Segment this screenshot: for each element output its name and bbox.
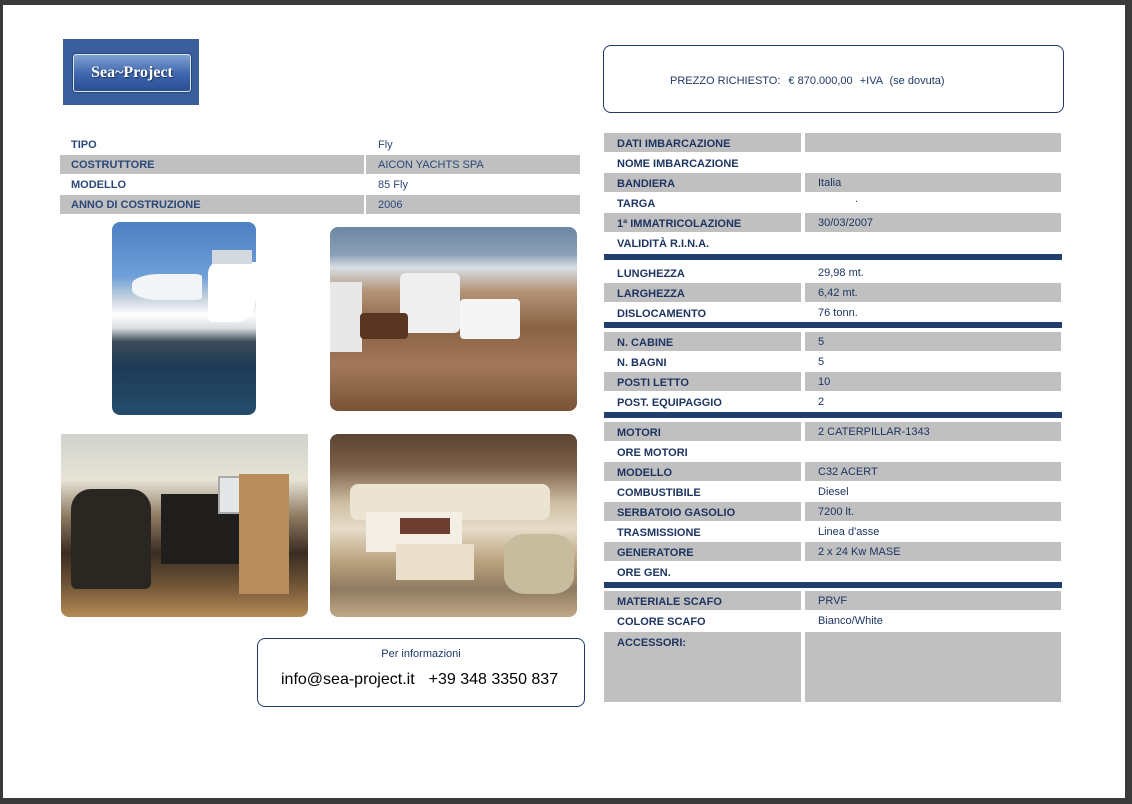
- section-divider: [604, 412, 1062, 418]
- contact-phone[interactable]: +39 348 3350 837: [428, 671, 559, 688]
- general-value: 2006: [378, 199, 403, 211]
- spec-row: [604, 522, 1062, 541]
- contact-title: Per informazioni: [381, 648, 461, 660]
- spec-value: 7200 lt.: [818, 506, 855, 518]
- spec-row: [604, 283, 1062, 302]
- spec-label: DATI IMBARCAZIONE: [617, 138, 731, 150]
- spec-value: 6,42 mt.: [818, 287, 858, 299]
- spec-label: DISLOCAMENTO: [617, 308, 707, 320]
- spec-row: [604, 213, 1062, 232]
- spec-value: 76 tonn.: [818, 307, 858, 319]
- spec-value: 2: [818, 396, 825, 408]
- general-label: TIPO: [71, 139, 97, 151]
- spec-row: [604, 591, 1062, 610]
- general-value: Fly: [378, 139, 393, 151]
- spec-label: NOME IMBARCAZIONE: [617, 158, 739, 170]
- spec-value: PRVF: [818, 595, 848, 607]
- spec-value: Linea d'asse: [818, 526, 880, 538]
- spec-value: 30/03/2007: [818, 217, 874, 229]
- spec-row: [604, 462, 1062, 481]
- spec-row: [604, 372, 1062, 391]
- price-note: (se dovuta): [889, 75, 945, 87]
- spec-row: [604, 442, 1062, 461]
- spec-row: [604, 542, 1062, 561]
- photo-marina: [112, 222, 256, 415]
- spec-value: Italia: [818, 177, 842, 189]
- contact-email[interactable]: info@sea-project.it: [281, 671, 415, 688]
- price-box: [603, 45, 1064, 113]
- photo-helm: [61, 434, 308, 617]
- brochure-page: [3, 5, 1125, 798]
- logo-text: Sea~Project: [73, 54, 191, 92]
- spec-value: 5: [818, 336, 825, 348]
- spec-value: 10: [818, 376, 831, 388]
- spec-row: [604, 611, 1062, 630]
- spec-row-accessories: [604, 632, 1062, 702]
- spec-row: [604, 133, 1062, 152]
- spec-row: [604, 502, 1062, 521]
- spec-value: Bianco/White: [818, 615, 883, 627]
- spec-row: [604, 482, 1062, 501]
- price-tax: +IVA: [859, 75, 883, 87]
- spec-value: .: [855, 193, 859, 205]
- spec-row: [604, 173, 1062, 192]
- spec-row: [604, 392, 1062, 411]
- spec-value: 2 x 24 Kw MASE: [818, 546, 901, 558]
- spec-label: MODELLO: [617, 467, 672, 479]
- spec-value: 5: [818, 356, 825, 368]
- photo-flybridge: [330, 227, 577, 411]
- spec-label: COLORE SCAFO: [617, 616, 706, 628]
- general-value: AICON YACHTS SPA: [378, 159, 484, 171]
- spec-label: MOTORI: [617, 427, 661, 439]
- spec-label: POST. EQUIPAGGIO: [617, 397, 722, 409]
- spec-label: TRASMISSIONE: [617, 527, 701, 539]
- spec-label: N. BAGNI: [617, 357, 667, 369]
- spec-row: [604, 263, 1062, 282]
- spec-label: TARGA: [617, 198, 656, 210]
- spec-row: [604, 193, 1062, 212]
- section-divider: [604, 254, 1062, 260]
- section-divider: [604, 322, 1062, 328]
- company-logo: [63, 39, 199, 105]
- spec-row: [604, 332, 1062, 351]
- spec-row: [604, 303, 1062, 322]
- price-value: € 870.000,00: [788, 75, 853, 87]
- contact-line: [281, 671, 558, 689]
- general-value: 85 Fly: [378, 179, 408, 191]
- spec-label: ORE MOTORI: [617, 447, 688, 459]
- price-label: PREZZO RICHIESTO:: [670, 75, 781, 87]
- general-label: ANNO DI COSTRUZIONE: [71, 199, 201, 211]
- general-label: COSTRUTTORE: [71, 159, 155, 171]
- general-label: MODELLO: [71, 179, 126, 191]
- contact-box: [257, 638, 585, 707]
- spec-label: LARGHEZZA: [617, 288, 685, 300]
- spec-row: [604, 562, 1062, 581]
- spec-label: VALIDITÀ R.I.N.A.: [617, 238, 710, 250]
- spec-label: BANDIERA: [617, 178, 676, 190]
- spec-label: ACCESSORI:: [617, 637, 687, 649]
- spec-label: POSTI LETTO: [617, 377, 689, 389]
- spec-label: LUNGHEZZA: [617, 268, 685, 280]
- photo-salon: [330, 434, 577, 617]
- spec-value: 2 CATERPILLAR-1343: [818, 426, 930, 438]
- spec-label: ORE GEN.: [617, 567, 671, 579]
- section-divider: [604, 582, 1062, 588]
- spec-value: 29,98 mt.: [818, 267, 864, 279]
- spec-label: 1ª IMMATRICOLAZIONE: [617, 218, 742, 230]
- spec-value: Diesel: [818, 486, 849, 498]
- price-line: [670, 75, 945, 87]
- spec-label: COMBUSTIBILE: [617, 487, 701, 499]
- spec-label: MATERIALE SCAFO: [617, 596, 722, 608]
- spec-row: [604, 422, 1062, 441]
- spec-label: GENERATORE: [617, 547, 694, 559]
- spec-label: SERBATOIO GASOLIO: [617, 507, 736, 519]
- spec-label: N. CABINE: [617, 337, 674, 349]
- spec-row: [604, 352, 1062, 371]
- spec-row: [604, 233, 1062, 252]
- spec-row: [604, 153, 1062, 172]
- spec-value: C32 ACERT: [818, 466, 878, 478]
